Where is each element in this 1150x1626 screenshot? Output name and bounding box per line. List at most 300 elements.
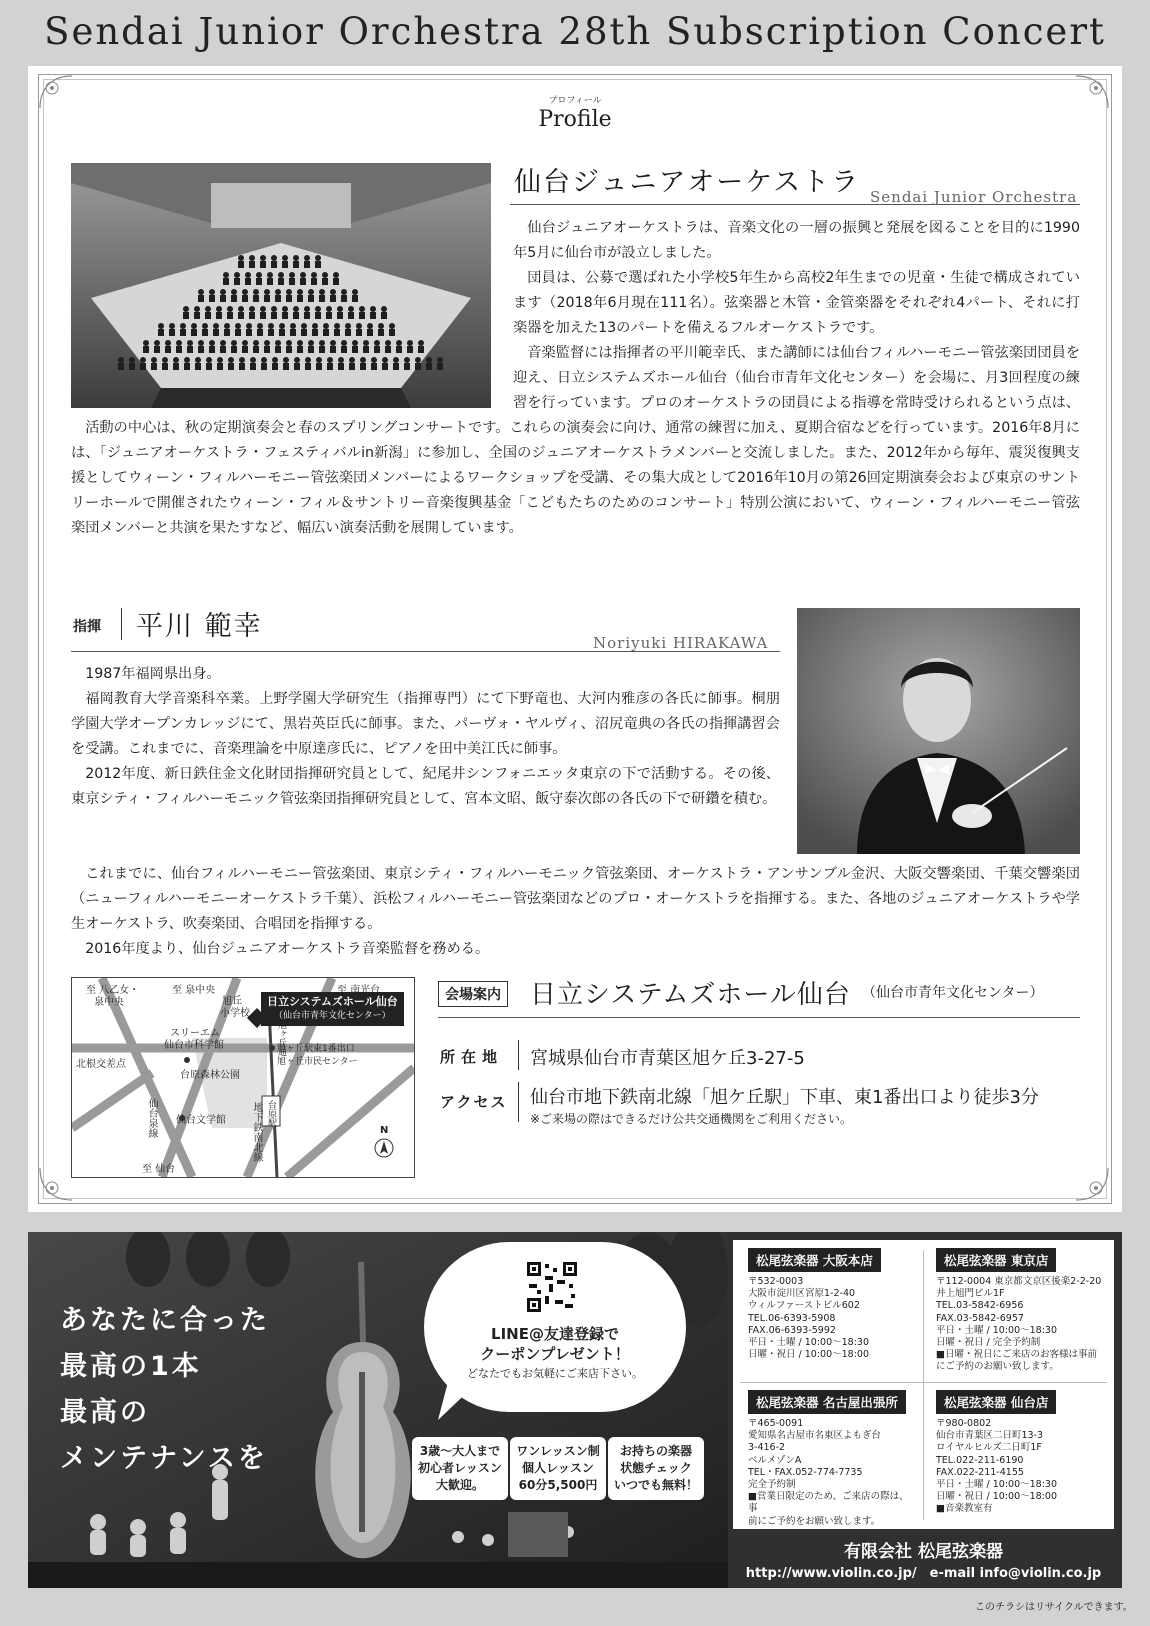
musician-figure: [217, 357, 223, 363]
orchestra-paragraph: 仙台ジュニアオーケストラは、音楽文化の一層の振興と発展を図ることを目的に1990年5月に仙台市が設立しました。: [513, 220, 1080, 261]
musician-figure: [330, 295, 336, 302]
musician-figure: [279, 329, 285, 336]
musician-figure: [165, 340, 171, 346]
musician-figure: [271, 255, 277, 261]
recycle-note: このチラシはリサイクルできます。: [975, 1602, 1133, 1613]
musician-figure: [293, 312, 299, 319]
musician-figure: [338, 363, 344, 370]
musician-figure: [213, 323, 219, 329]
venue-address-label: 所在地: [440, 1048, 504, 1066]
musician-figure: [322, 278, 328, 285]
musician-figure: [319, 295, 325, 302]
orchestra-text-wrap: [513, 341, 1080, 416]
map-label: 小学校: [220, 1008, 250, 1019]
musician-figure: [286, 295, 292, 302]
musician-figure: [194, 306, 200, 312]
musician-figure: [228, 357, 234, 363]
musician-figure: [319, 340, 325, 346]
musician-figure: [264, 295, 270, 302]
musician-figure: [220, 340, 226, 346]
musician-figure: [268, 329, 274, 336]
musician-figure: [256, 272, 262, 278]
musician-figure: [349, 363, 355, 370]
musician-figure: [311, 272, 317, 278]
musician-figure: [333, 278, 339, 285]
orchestra-paragraph: 団員は、公募で選ばれた小学校5年生から高校2年生までの児童・生徒で構成されています（2018年6月現在111名）。弦楽器と木管・金管楽器をそれぞれ4パート、それに打楽器を加えた13のパートを備えるフルオーケストラです。: [513, 270, 1080, 336]
musician-figure: [275, 346, 281, 353]
store-tokyo: [936, 1248, 1112, 1374]
store-name: 松尾弦楽器 名古屋出張所: [748, 1390, 906, 1414]
musician-figure: [382, 357, 388, 363]
musician-figure: [275, 295, 281, 302]
musician-figure: [239, 363, 245, 370]
map-label: 北根交差点: [76, 1059, 126, 1070]
musician-figure: [378, 329, 384, 336]
musician-figure: [305, 363, 311, 370]
musician-figure: [217, 363, 223, 370]
musician-figure: [260, 312, 266, 319]
service-line: ワンレッスン制: [516, 1444, 600, 1458]
orchestra-paragraph: 音楽監督には指揮者の平川範幸氏、また講師には仙台フィルハーモニー管弦楽団団員を迎え、日立システムズホール仙台（仙台市青年文化センター）を会場に、月3回程度の練習を行っています。プロのオーケストラの団員による指導を常時受けられるという点は、: [513, 345, 1080, 411]
musician-figure: [239, 357, 245, 363]
musician-figure: [264, 289, 270, 295]
musician-figure: [151, 363, 157, 370]
tagline-line: あなたに合った: [60, 1305, 270, 1336]
orchestra-text-top: [513, 216, 1080, 341]
musician-figure: [360, 363, 366, 370]
musician-figure: [337, 306, 343, 312]
map-callout-name: 日立システムズホール仙台: [267, 995, 398, 1008]
musician-figure: [426, 357, 432, 363]
musician-figure: [315, 306, 321, 312]
store-details: 〒532-0003 大阪市淀川区宮原1-2-40 ウィルファーストビル602 TEL.06-6393-5908 FAX.06-6393-5992 平日・土曜 / 10:00〜18:30 日曜・祝日 / 10:00〜18:00: [748, 1276, 869, 1361]
musician-figure: [267, 278, 273, 285]
company-name: 有限会社 松尾弦楽器: [844, 1542, 1003, 1562]
venue-access-label: アクセス: [440, 1093, 508, 1111]
musician-figure: [129, 363, 135, 370]
musician-figure: [341, 340, 347, 346]
musician-figure: [293, 261, 299, 268]
musician-figure: [341, 289, 347, 295]
musician-figure: [158, 323, 164, 329]
musician-figure: [304, 255, 310, 261]
musician-figure: [330, 340, 336, 346]
musician-figure: [294, 363, 300, 370]
map-label: 仙台泉線: [146, 1098, 157, 1138]
musician-figure: [154, 346, 160, 353]
conductor-divider: [121, 608, 122, 640]
musician-figure: [297, 340, 303, 346]
musician-figure: [359, 312, 365, 319]
page-header-title: Sendai Junior Orchestra 28th Subscription Concert: [44, 10, 1106, 53]
musician-figure: [227, 312, 233, 319]
musician-figure: [311, 278, 317, 285]
venue-name-sub: （仙台市青年文化センター）: [862, 985, 1044, 1001]
musician-figure: [278, 278, 284, 285]
musician-figure: [304, 261, 310, 268]
conductor-paragraph: 2012年度、新日鉄住金文化財団指揮研究員として、紀尾井シンフォニエッタ東京の下で活動する。その後、東京シティ・フィルハーモニック管弦楽団指揮研究員として、宮本文昭、飯守泰次郎の各氏の下で研鑽を積む。: [71, 766, 780, 807]
musician-figure: [305, 357, 311, 363]
musician-figure: [290, 323, 296, 329]
musician-figure: [404, 357, 410, 363]
conductor-paragraph: 2016年度より、仙台ジュニアオーケストラ音楽監督を務める。: [85, 941, 490, 957]
musician-figure: [238, 306, 244, 312]
musician-figure: [183, 306, 189, 312]
service-line: お持ちの楽器: [619, 1444, 692, 1458]
musician-figure: [253, 346, 259, 353]
musician-figure: [282, 306, 288, 312]
musician-figure: [271, 261, 277, 268]
musician-figure: [297, 295, 303, 302]
musician-figure: [393, 363, 399, 370]
musician-figure: [184, 357, 190, 363]
tagline-line: 最高の1本: [60, 1351, 202, 1382]
musician-figure: [290, 329, 296, 336]
conductor-text-top: [71, 662, 780, 812]
qr-code-icon[interactable]: [525, 1260, 579, 1314]
service-line: 個人レッスン: [522, 1461, 594, 1475]
musician-figure: [228, 363, 234, 370]
musician-figure: [209, 295, 215, 302]
map-label: 台原森林公園: [180, 1070, 240, 1081]
musician-figure: [264, 340, 270, 346]
musician-figure: [334, 329, 340, 336]
musician-figure: [283, 363, 289, 370]
musician-figure: [272, 363, 278, 370]
service-box-lesson: [412, 1437, 508, 1500]
musician-figure: [312, 323, 318, 329]
musician-figure: [272, 357, 278, 363]
promo-line: どなたでもお気軽にご来店下さい。: [467, 1367, 643, 1380]
musician-figure: [275, 289, 281, 295]
musician-figure: [385, 340, 391, 346]
musician-figure: [382, 363, 388, 370]
map-label: 至 南光台: [337, 985, 381, 996]
promo-line: LINE@友達登録で: [491, 1325, 619, 1343]
conductor-text-bottom: [71, 862, 1080, 962]
musician-figure: [235, 323, 241, 329]
musician-figure: [183, 312, 189, 319]
musician-figure: [250, 357, 256, 363]
musician-figure: [250, 363, 256, 370]
profile-furigana: プロフィール: [548, 96, 602, 106]
musician-figure: [352, 346, 358, 353]
corner-ornament-icon: [38, 74, 74, 110]
musician-figure: [169, 329, 175, 336]
musician-figure: [129, 357, 135, 363]
map-label: 仙台市科学館: [164, 1040, 224, 1051]
store-osaka: [748, 1248, 916, 1361]
map-label: 旭丘: [222, 996, 242, 1007]
map-label: 泉中央: [94, 997, 124, 1008]
musician-figure: [154, 340, 160, 346]
musician-figure: [341, 295, 347, 302]
musician-figure: [300, 272, 306, 278]
musician-figure: [437, 357, 443, 363]
musician-figure: [223, 272, 229, 278]
map-label: 至 泉中央: [172, 985, 216, 996]
service-line: いつでも無料！: [613, 1478, 698, 1492]
musician-figure: [260, 255, 266, 261]
musician-figure: [234, 272, 240, 278]
service-line: 60分5,500円: [518, 1478, 598, 1492]
musician-figure: [378, 323, 384, 329]
musician-figure: [289, 278, 295, 285]
store-name: 松尾弦楽器 仙台店: [936, 1390, 1056, 1414]
musician-figure: [415, 363, 421, 370]
musician-figure: [253, 340, 259, 346]
musician-figure: [187, 340, 193, 346]
musician-figure: [349, 357, 355, 363]
musician-figure: [173, 357, 179, 363]
musician-figure: [293, 306, 299, 312]
musician-figure: [352, 289, 358, 295]
musician-figure: [231, 346, 237, 353]
musician-figure: [345, 329, 351, 336]
musician-figure: [231, 340, 237, 346]
ad-tagline: [60, 1298, 270, 1482]
musician-figure: [261, 357, 267, 363]
musician-figure: [253, 289, 259, 295]
musician-figure: [293, 255, 299, 261]
musician-figure: [367, 323, 373, 329]
map-label: 台原駅: [266, 1100, 276, 1127]
venue-address-divider: [518, 1040, 519, 1070]
musician-figure: [249, 255, 255, 261]
store-details: 〒112-0004 東京都文京区後楽2-2-20 井上旭門ビル1F TEL.03-5842-6956 FAX.03-5842-6957 平日・土曜 / 10:00〜18:30 日曜・祝日 / 完全予約制 ■日曜・祝日にご来店のお客様は事前 にご予約のお願い致します。: [936, 1276, 1102, 1373]
musician-figure: [282, 255, 288, 261]
musician-figure: [352, 340, 358, 346]
musician-figure: [242, 340, 248, 346]
musician-figure: [209, 289, 215, 295]
musician-figure: [316, 357, 322, 363]
musician-figure: [326, 306, 332, 312]
musician-figure: [316, 363, 322, 370]
musician-figure: [180, 329, 186, 336]
musician-figure: [282, 312, 288, 319]
musician-figure: [140, 357, 146, 363]
musician-figure: [220, 289, 226, 295]
orchestra-photo: [71, 163, 491, 408]
musician-figure: [371, 357, 377, 363]
company-contact[interactable]: http://www.violin.co.jp/ e-mail info@violin.co.jp: [745, 1566, 1102, 1581]
musician-figure: [363, 346, 369, 353]
musician-figure: [245, 272, 251, 278]
musician-figure: [173, 363, 179, 370]
musician-figure: [195, 363, 201, 370]
musician-figure: [327, 363, 333, 370]
musician-figure: [187, 346, 193, 353]
musician-figure: [256, 278, 262, 285]
musician-figure: [389, 323, 395, 329]
musician-figure: [191, 329, 197, 336]
store-details: 〒465-0091 愛知県名古屋市名東区よもぎ台 3-416-2 ベルメゾンA TEL・FAX.052-774-7735 完全予約制 ■営業日限定のため、ご来店の際は、事 前にご予約をお願い致します。: [748, 1418, 909, 1527]
musician-figure: [268, 323, 274, 329]
map-label: 旭ヶ丘通: [276, 1020, 286, 1056]
musician-figure: [205, 312, 211, 319]
venue-access: 仙台市地下鉄南北線「旭ケ丘駅」下車、東1番出口より徒歩3分: [530, 1087, 1039, 1108]
musician-figure: [238, 312, 244, 319]
musician-figure: [352, 295, 358, 302]
venue-access-divider: [518, 1082, 519, 1122]
musician-figure: [275, 340, 281, 346]
orchestra-text-bottom: [71, 416, 1080, 541]
musician-figure: [198, 346, 204, 353]
musician-figure: [345, 323, 351, 329]
map-label: 旭ヶ丘駅東1番出口: [277, 1044, 355, 1054]
musician-figure: [323, 323, 329, 329]
musician-figure: [418, 340, 424, 346]
conductor-name-jp: 平川 範幸: [136, 611, 263, 642]
musician-figure: [338, 357, 344, 363]
musician-figure: [437, 363, 443, 370]
musician-figure: [315, 312, 321, 319]
venue-tag: 会場案内: [438, 981, 508, 1007]
musician-figure: [360, 357, 366, 363]
musician-figure: [327, 357, 333, 363]
musician-figure: [165, 346, 171, 353]
musician-figure: [198, 340, 204, 346]
musician-figure: [279, 323, 285, 329]
musician-figure: [371, 363, 377, 370]
musician-figure: [238, 261, 244, 268]
musician-figure: [308, 289, 314, 295]
musician-figure: [308, 340, 314, 346]
corner-ornament-icon: [1074, 74, 1110, 110]
musician-figure: [404, 363, 410, 370]
musician-figure: [282, 261, 288, 268]
north-arrow-label: N: [380, 1125, 389, 1136]
musician-figure: [301, 323, 307, 329]
musician-figure: [191, 323, 197, 329]
musician-figure: [286, 346, 292, 353]
corner-ornament-icon: [38, 1166, 74, 1202]
musician-figure: [216, 306, 222, 312]
service-line: 初心者レッスン: [418, 1461, 502, 1475]
map-label: 至 八乙女・: [86, 985, 140, 996]
musician-figure: [242, 295, 248, 302]
musician-figure: [249, 261, 255, 268]
service-box-private: [510, 1437, 606, 1500]
musician-figure: [319, 289, 325, 295]
musician-figure: [271, 312, 277, 319]
musician-figure: [140, 363, 146, 370]
musician-figure: [235, 329, 241, 336]
musician-figure: [202, 329, 208, 336]
musician-figure: [257, 323, 263, 329]
musician-figure: [224, 323, 230, 329]
musician-figure: [231, 289, 237, 295]
musician-figure: [385, 346, 391, 353]
musician-figure: [242, 289, 248, 295]
musician-figure: [374, 346, 380, 353]
musician-figure: [348, 312, 354, 319]
musician-figure: [261, 363, 267, 370]
musician-figure: [220, 295, 226, 302]
musician-figure: [308, 295, 314, 302]
musician-figure: [407, 346, 413, 353]
musician-figure: [271, 306, 277, 312]
store-details: 〒980-0802 仙台市青葉区二日町13-3 ロイヤルヒルズ二日町1F TEL.022-211-6190 FAX.022-211-4155 平日・土曜 / 10:00〜18:30 日曜・祝日 / 10:00〜18:00 ■音楽教室有: [936, 1418, 1057, 1515]
musician-figure: [220, 346, 226, 353]
service-box-check: [608, 1437, 704, 1500]
musician-figure: [308, 346, 314, 353]
musician-figure: [286, 289, 292, 295]
musician-figure: [267, 272, 273, 278]
musician-figure: [234, 278, 240, 285]
musician-figure: [370, 306, 376, 312]
musician-figure: [396, 346, 402, 353]
musician-figure: [333, 272, 339, 278]
musician-figure: [337, 312, 343, 319]
service-line: 状態チェック: [620, 1461, 692, 1475]
musician-figure: [330, 289, 336, 295]
musician-figure: [238, 255, 244, 261]
musician-figure: [300, 278, 306, 285]
conductor-role: 指揮: [73, 619, 101, 635]
musician-figure: [278, 272, 284, 278]
musician-figure: [151, 357, 157, 363]
musician-figure: [224, 329, 230, 336]
musician-figure: [297, 346, 303, 353]
musician-figure: [206, 363, 212, 370]
musician-figure: [334, 323, 340, 329]
store-nagoya: [748, 1390, 918, 1528]
musician-figure: [304, 306, 310, 312]
line-promo-text: [428, 1324, 682, 1384]
musician-figure: [231, 295, 237, 302]
musician-figure: [418, 346, 424, 353]
musician-figure: [367, 329, 373, 336]
service-line: 大歓迎。: [435, 1478, 484, 1492]
musician-figure: [158, 329, 164, 336]
musician-figure: [297, 289, 303, 295]
musician-figure: [246, 323, 252, 329]
musician-figure: [242, 346, 248, 353]
musician-figure: [227, 306, 233, 312]
conductor-name-en: Noriyuki HIRAKAWA: [593, 634, 769, 652]
musician-figure: [209, 340, 215, 346]
musician-figure: [407, 340, 413, 346]
musician-figure: [319, 346, 325, 353]
musician-figure: [315, 261, 321, 268]
musician-figure: [206, 357, 212, 363]
musician-figure: [162, 363, 168, 370]
musician-figure: [162, 357, 168, 363]
musician-figure: [330, 346, 336, 353]
musician-figure: [198, 289, 204, 295]
store-sendai: [936, 1390, 1112, 1516]
musician-figure: [257, 329, 263, 336]
map-label: 地下鉄南北線: [251, 1102, 262, 1162]
musician-figure: [249, 312, 255, 319]
musician-figure: [396, 340, 402, 346]
musician-figure: [169, 323, 175, 329]
map-label: 仙台文学館: [176, 1115, 226, 1126]
map-label: 旭ヶ丘市民センター: [277, 1057, 358, 1067]
musician-figure: [205, 306, 211, 312]
musician-figure: [245, 278, 251, 285]
orchestra-name-jp: 仙台ジュニアオーケストラ: [514, 167, 861, 198]
musician-figure: [289, 272, 295, 278]
musician-figure: [194, 312, 200, 319]
service-line: 3歳〜大人まで: [419, 1444, 501, 1458]
musician-figure: [249, 306, 255, 312]
musician-figure: [304, 312, 310, 319]
venue-name: 日立システムズホール仙台: [530, 980, 851, 1010]
musician-figure: [176, 346, 182, 353]
conductor-photo: [797, 608, 1080, 854]
